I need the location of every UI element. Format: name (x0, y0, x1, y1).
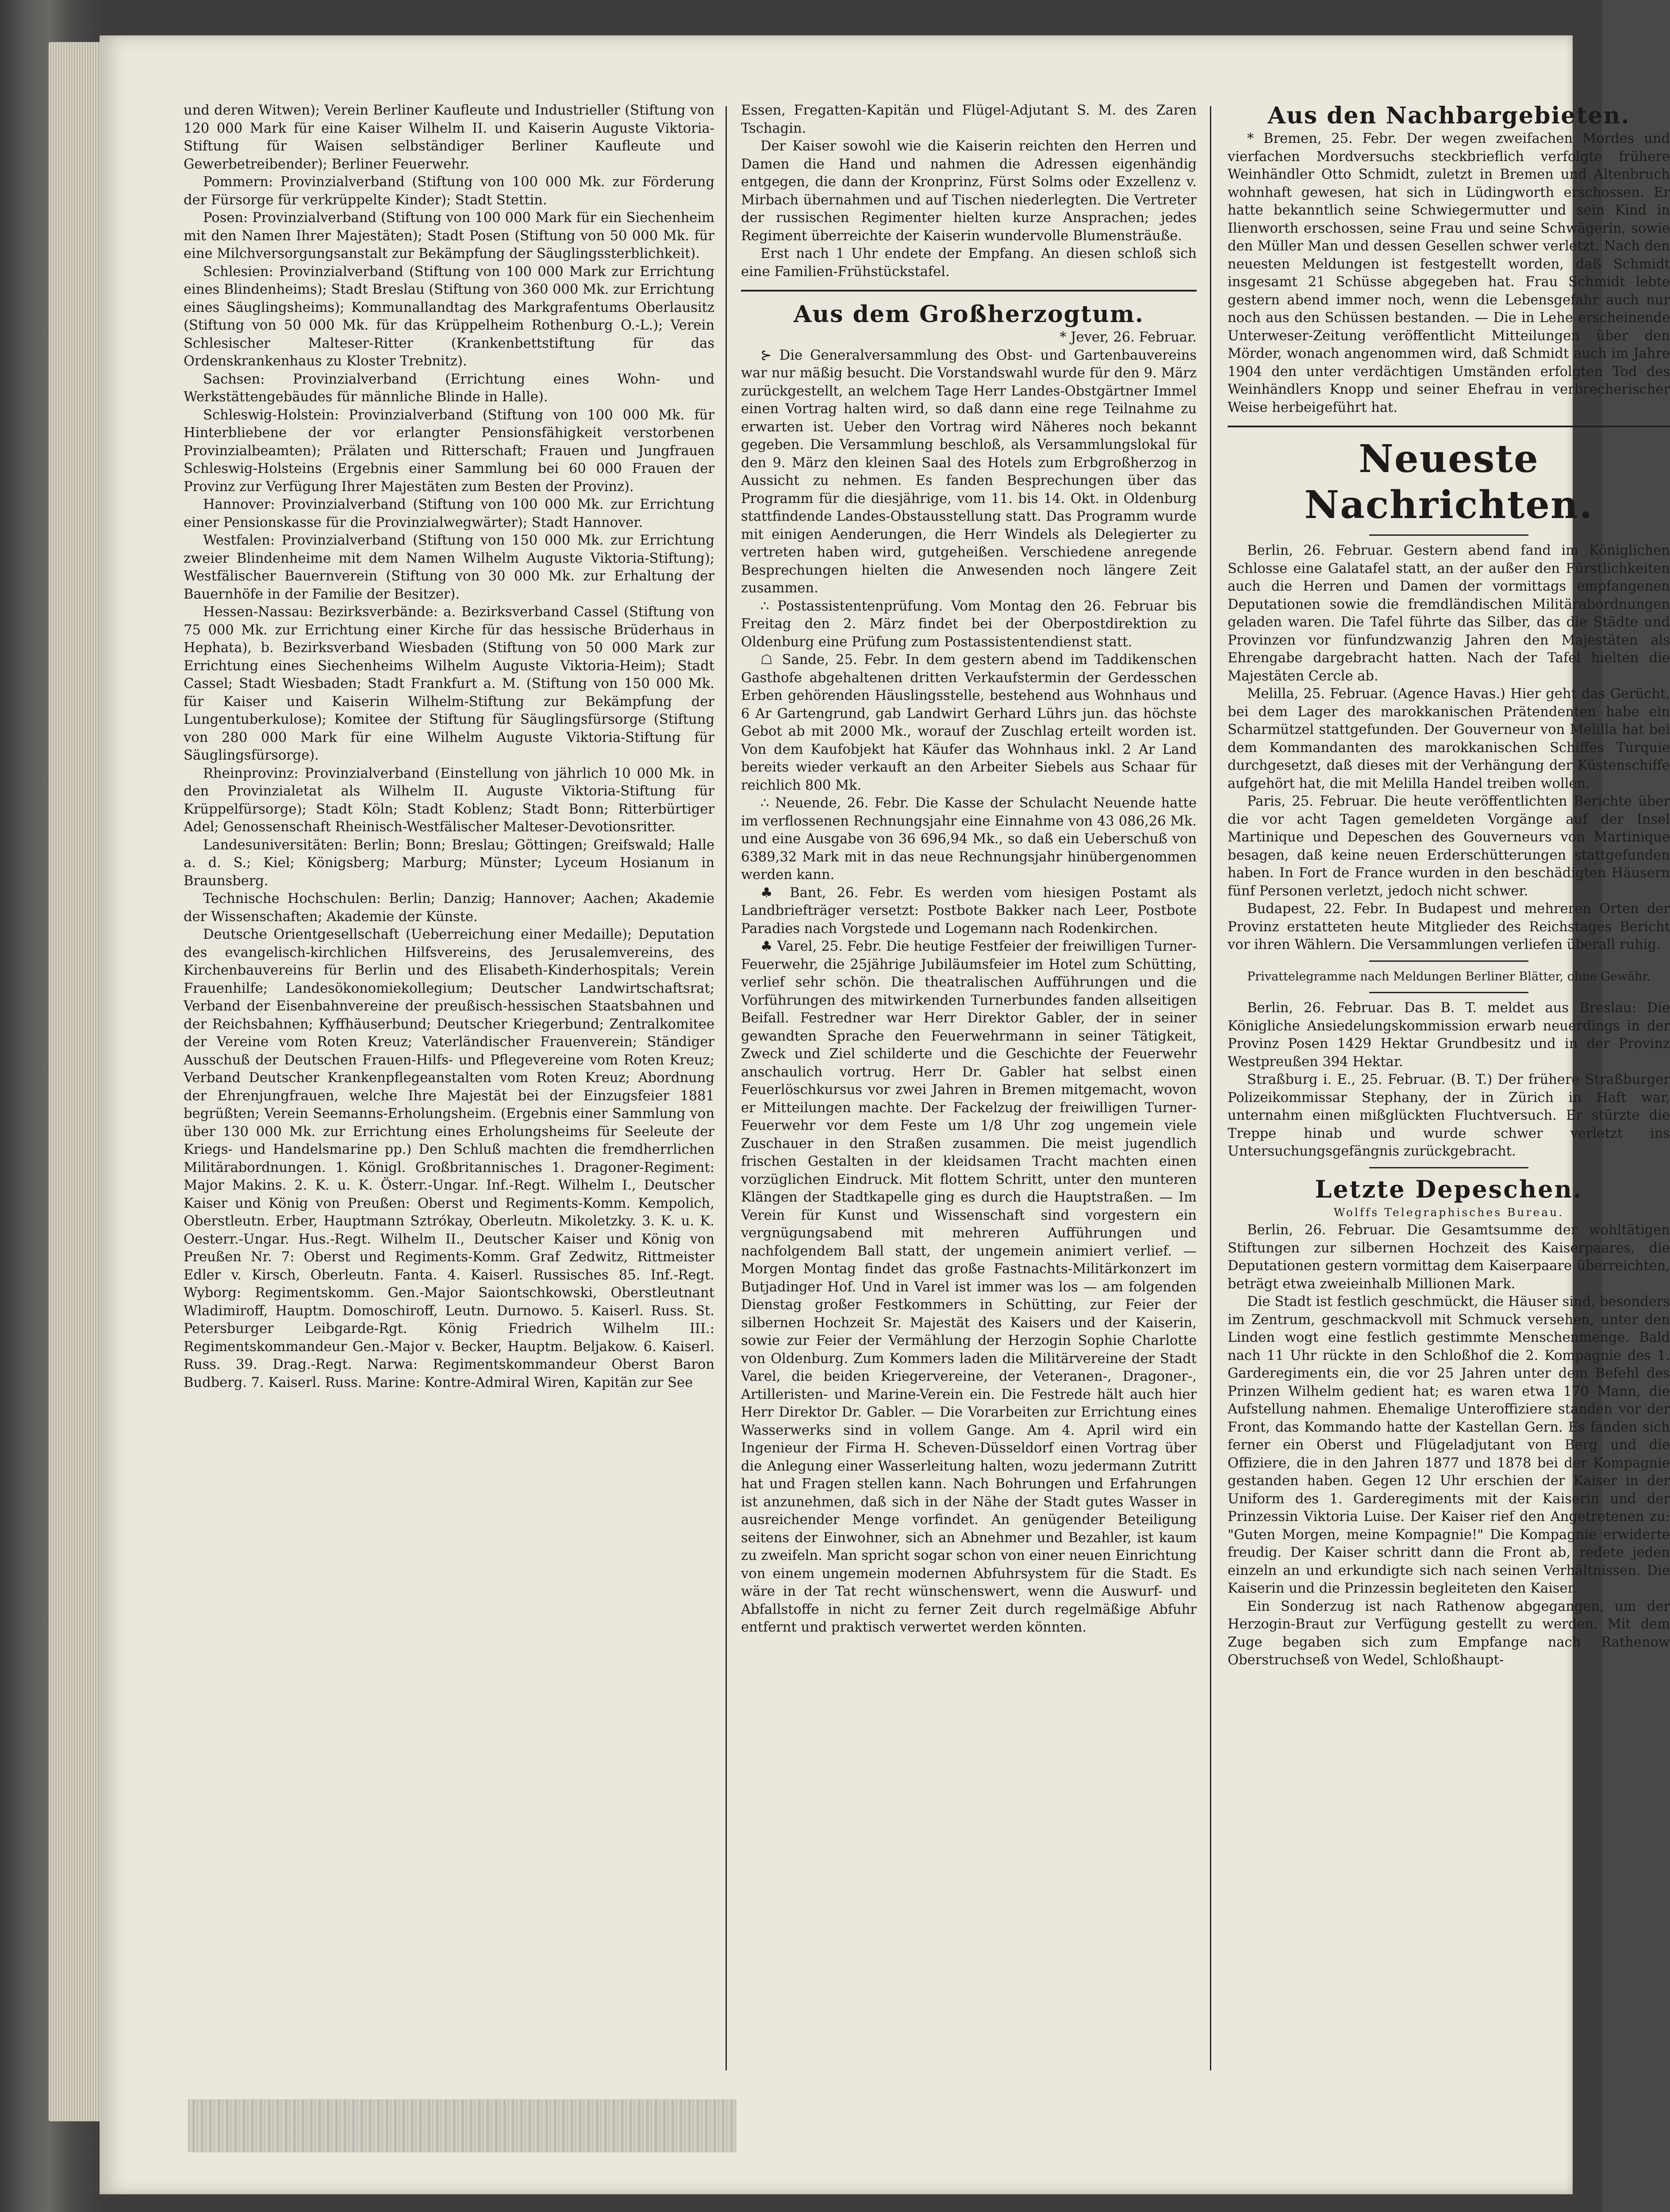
column-divider (726, 106, 727, 2070)
section-subtitle-wolff: Wolffs Telegraphisches Bureau. (1333, 1206, 1564, 1219)
col1-paragraph: Schleswig-Holstein: Provinzialverband (Stiftung von 100 000 Mk. für Hinterbliebene der vor erlangter Pensionsfähigkeit verstorbenen Provinzialbeamten); Prälaten und Ritterschaft; Frauen und Jungfrauen Schleswig-Holsteins (Ergebnis einer Sammlung bei 60 000 Frauen der Provinz zur Verfügung Ihrer Majestäten zum Besten der Provinz). (184, 407, 714, 495)
section-title-letzte-depeschen: Letzte Depeschen. (1315, 1175, 1583, 1203)
column-divider (1210, 106, 1211, 2070)
separator-rule (1369, 992, 1528, 993)
col3-paragraph: Berlin, 26. Februar. Die Gesamtsumme der wohltätigen Stiftungen zur silbernen Hochzeit des Kaiserpaares, die Deputationen gestern vormittag dem Kaiserpaare überreichten, beträgt etwa zweieinhalb Millionen Mark. (1228, 1222, 1670, 1292)
col3-paragraph: Berlin, 26. Februar. Das B. T. meldet aus Breslau: Die Königliche Ansiedelungskommission erwarb neuerdings in der Provinz Posen 1429 Hektar Grundbesitz und in der Provinz Westpreußen 394 Hektar. (1228, 1000, 1670, 1070)
col2-paragraph: ♣ Bant, 26. Febr. Es werden vom hiesigen Postamt als Landbriefträger versetzt: Postbote Bakker nach Leer, Postbote Paradies nach Vorgstede und Logemann nach Rodenkirchen. (741, 885, 1197, 937)
section-rule (1228, 426, 1670, 427)
title-underline (1369, 534, 1528, 536)
col1-paragraph: Technische Hochschulen: Berlin; Danzig; Hannover; Aachen; Akademie der Wissenschaften; Akademie der Künste. (184, 891, 714, 925)
col1-paragraph: Schlesien: Provinzialverband (Stiftung von 100 000 Mark zur Errichtung eines Blindenheims); Stadt Breslau (Stiftung von 360 000 Mk. zur Errichtung eines Säuglingsheims); Kommunallandtag des Markgrafentums Oberlausitz (Stiftung von 50 000 Mk. für das Krüppelheim Rothenburg O.-L.); Verein Schlesischer Malteser-Ritter (Krankenbettstiftung für das Ordenskrankenhaus zu Kloster Trebnitz). (184, 264, 714, 369)
col3-paragraph: Ein Sonderzug ist nach Rathenow abgegangen, um der Herzogin-Braut zur Verfügung gestellt zu werden. Mit dem Zuge begaben sich zum Empfange nach Rathenow Oberstruchseß von Wedel, Schloßhaupt- (1228, 1598, 1670, 1668)
col1-paragraph: Deutsche Orientgesellschaft (Ueberreichung einer Medaille); Deputation des evangelisch-kirchlichen Hilfsvereins, des Jerusalemvereins, des Kirchenbauvereins für Berlin und des Elisabeth-Kinderhospitals; Verein Frauenhilfe; Landesökonomiekollegium; Deutscher Landwirtschaftsrat; Verband der Eisenbahnvereine der preußisch-hessischen Staatsbahnen und der Reichsbahnen; Kyffhäuserbund; Deutscher Kriegerbund; Zentralkomitee der Vereine vom Roten Kreuz; Vaterländischer Frauenverein; Ständiger Ausschuß der Deutschen Frauen-Hilfs- und Pflegevereine vom Roten Kreuz; Verband Deutscher Krankenpflegeanstalten vom Roten Kreuz; Abordnung der Ehrenjungfrauen, welche Ihre Majestät bei der Einzugsfeier 1881 begrüßten; Verein Seemanns-Erholungsheim. (Ergebnis einer Sammlung von über 130 000 Mk. zur Errichtung eines Erholungsheims für Seeleute der Kriegs- und Handelsmarine pp.) Den Schluß machten die fremdherrlichen Militärabordnungen. 1. Königl. Großbritannisches 1. Dragoner-Regiment: Major Makins. 2. K. u. K. Österr.-Ungar. Inf.-Regt. Wilhelm I., Deutscher Kaiser und König von Preußen: Oberst und Regiments-Komm. Kempolich, Oberstleutn. Erber, Hauptmann Sztrókay, Oberleutn. Mikoletzky. 3. K. u. K. Oesterr.-Ungar. Hus.-Regt. Wilhelm II., Deutscher Kaiser und König von Preußen Nr. 7: Oberst und Regiments-Komm. Graf Zedwitz, Rittmeister Edler v. Kirsch, Oberleutn. Fanta. 4. Kaiserl. Russisches 85. Inf.-Regt. Wyborg: Regimentskomm. Gen.-Major Saiontschkowski, Oberstleutnant Wladimiroff, Hauptm. Domoschiroff, Leutn. Durnowo. 5. Kaiserl. Russ. St. Petersburger Leibgarde-Rgt. König Friedrich Wilhelm III.: Regimentskommandeur Gen.-Major v. Becker, Hauptm. Beljakow. 6. Kaiserl. Russ. 39. Drag.-Regt. Narwa: Regimentskommandeur Oberst Baron Budberg. 7. Kaiserl. Russ. Marine: Kontre-Admiral Wiren, Kapitän zur See (184, 927, 714, 1390)
separator-rule (1369, 1167, 1528, 1168)
col1-paragraph: und deren Witwen); Verein Berliner Kaufleute und Industrieller (Stiftung von 120 000 Mark für eine Kaiser Wilhelm II. und Kaiserin Auguste Viktoria-Stiftung für Waisen selbständiger Berliner Kaufleute und Gewerbetreibender); Berliner Feuerwehr. (184, 103, 714, 172)
col3-paragraph: Die Stadt ist festlich geschmückt, die Häuser sind, besonders im Zentrum, geschmackvoll mit Schmuck versehen, unter den Linden wogt eine festlich gestimmte Menschenmenge. Bald nach 11 Uhr rückte in den Schloßhof die 2. Kompagnie des 1. Garderegiments ein, die vor 25 Jahren unter dem Befehl des Prinzen Wilhelm gedient hat; es waren etwa 170 Mann, die Aufstellung nahmen. Ehemalige Unteroffiziere standen vor der Front, das Kommando hatte der Kastellan Gern. Es fanden sich ferner ein Oberst und Flügeladjutant von Berg und die Offiziere, die in den Jahren 1877 und 1878 bei der Kompagnie gestanden haben. Gegen 12 Uhr erschien der Kaiser in der Uniform des 1. Garderegiments mit der Kaiserin und der Prinzessin Viktoria Luise. Der Kaiser rief den Angetretenen zu: "Guten Morgen, meine Kompagnie!" Die Kompagnie erwiderte freudig. Der Kaiser schritt dann die Front ab, redete jeden einzeln an und erkundigte sich nach seinen Verhältnissen. Die Kaiserin und die Prinzessin begleiteten den Kaiser. (1228, 1294, 1670, 1596)
dateline-jever: * Jever, 26. Februar. (1060, 330, 1197, 345)
col3-paragraph: Straßburg i. E., 25. Februar. (B. T.) Der frühere Straßburger Polizeikommissar Stephany, der in Zürich in Haft war, unternahm einen mißglückten Fluchtversuch. Er stürzte die Treppe hinab und wurde schwer verletzt ins Untersuchungsgefängnis zurückgebracht. (1228, 1072, 1670, 1159)
private-telegram-note: Privattelegramme nach Meldungen Berliner Blätter, ohne Gewähr. (1247, 969, 1651, 983)
col2-paragraph: ♣ Varel, 25. Febr. Die heutige Festfeier der freiwilligen Turner-Feuerwehr, die 25jährige Jubiläumsfeier im Hotel zum Schütting, verlief sehr schön. Die theatralischen Aufführungen und die Vorführungen des mitwirkenden Turnerbundes fanden allseitigen Beifall. Festredner war Herr Direktor Gabler, der in seiner gewandten Sprache den Feuerwehrmann in seiner Tätigkeit, Zweck und Ziel schilderte und die Geschichte der Feuerwehr anschaulich vortrug. Herr Dr. Gabler hat selbst einen Feuerlöschkursus vor zwei Jahren in Bremen mitgemacht, wovon er Mitteilungen machte. Der Fackelzug der freiwilligen Turner-Feuerwehr vor dem Feste um 1/8 Uhr zog ungemein viele Zuschauer in den Straßen zusammen. Die meist jugendlich frischen Gestalten in der kleidsamen Tracht machten einen vorzüglichen Eindruck. Mit flottem Schritt, unter den munteren Klängen der Stadtkapelle ging es durch die Hauptstraßen. — Im Verein für Kunst und Wissenschaft sind vorgestern ein vergnügungsabend mit mehreren Aufführungen und nachfolgendem Ball statt, der ungemein animiert verlief. — Morgen Montag findet das große Fastnachts-Militärkonzert im Butjadinger Hof. Und in Varel ist immer was los — am folgenden Dienstag großer Festkommers in Schütting, zur Feier der silbernen Hochzeit Sr. Majestät des Kaisers und der Kaiserin, sowie zur Feier der Vermählung der Herzogin Sophie Charlotte von Oldenburg. Zum Kommers laden die Militärvereine der Stadt Varel, die beiden Kriegervereine, der Veteranen-, Dragoner-, Artilleristen- und Marine-Verein ein. Die Festrede hält auch hier Herr Direktor Dr. Gabler. — Die Vorarbeiten zur Errichtung eines Wasserwerks sind in vollem Gange. Am 4. April wird ein Ingenieur der Firma H. Scheven-Düsseldorf einen Vortrag über die Anlegung einer Wasserleitung halten, wozu jedermann Zutritt hat und Fragen stellen kann. Nach Bohrungen und Erfahrungen ist anzunehmen, daß sich in der Nähe der Stadt gutes Wasser in ausreichender Menge vorfindet. An genügender Beteiligung seitens der Einwohner, sich an Abnehmer und Bezahler, ist kaum zu zweifeln. Man spricht sogar schon von einer neuen Einrichtung von einem ungemein modernen Abfuhrsystem für die Stadt. Es wäre in der Tat recht wünschenswert, wenn die Auswurf- und Abfallstoffe in nicht zu ferner Zeit durch regelmäßige Abfuhr entfernt und praktisch verwertet werden könnten. (741, 939, 1197, 1635)
col2-intro-paragraph: Essen, Fregatten-Kapitän und Flügel-Adjutant S. M. des Zaren Tschagin. (741, 103, 1197, 136)
column-1 (184, 102, 714, 2119)
scan-smudge (188, 2099, 737, 2152)
col3-paragraph: Berlin, 26. Februar. Gestern abend fand im Königlichen Schlosse eine Galatafel statt, an der außer den Fürstlichkeiten auch die Herren und Damen der vormittags empfangenen Deputationen sowie die fremdländischen Militärabordnungen geladen waren. Die Tafel führte das Silber, das die Städte und Provinzen vor fünfundzwanzig Jahren den Majestäten als Ehrengabe dargebracht hatten. Nach der Tafel hielten die Majestäten Cercle ab. (1228, 543, 1670, 684)
section-title-nachbargebiete: Aus den Nachbargebieten. (1267, 102, 1630, 129)
column-3 (1228, 102, 1670, 2119)
col1-paragraph: Posen: Provinzialverband (Stiftung von 100 000 Mark für ein Siechenheim mit den Namen Ihrer Majestäten); Stadt Posen (Stiftung von 50 000 Mk. für eine Milchversorgungsanstalt zur Bekämpfung der Säuglingssterblichkeit). (184, 210, 714, 261)
col3-paragraph: * Bremen, 25. Febr. Der wegen zweifachen Mordes und vierfachen Mordversuchs steckbrieflich verfolgte frühere Weinhändler Otto Schmidt, zuletzt in Bremen und Altenbruch wohnhaft gewesen, hat sich in Lüdingworth erschossen. Er hatte bekanntlich seine Schwiegermutter und sein Kind in Ilienworth erschossen, seine Frau und seine Schwägerin, sowie den Müller Man und dessen Gesellen schwer verletzt. Nach den neuesten Meldungen ist festgestellt worden, daß Schmidt insgesamt 21 Schüsse abgegeben hat. Frau Schmidt lebte gestern abend immer noch, wenn die Lebensgefahr auch nur noch aus den Schüssen bestanden. — Die in Lehe erscheinende Unterweser-Zeitung veröffentlicht Mitteilungen über den Mörder, wonach angenommen wird, daß Schmidt auch im Jahre 1904 den unter verdächtigen Umständen erfolgten Tod des Weinhändlers Knopp und seiner Ehefrau in verbrecherischer Weise herbeigeführt hat. (1228, 131, 1670, 415)
column-2 (741, 102, 1197, 2066)
col1-paragraph: Rheinprovinz: Provinzialverband (Einstellung von jährlich 10 000 Mk. in den Provinzialetat als Wilhelm II. Auguste Viktoria-Stiftung für Krüppelfürsorge); Stadt Köln; Stadt Koblenz; Stadt Bonn; Ritterbürtiger Adel; Genossenschaft Rheinisch-Westfälischer Malteser-Devotionsritter. (184, 765, 714, 835)
col1-paragraph: Hessen-Nassau: Bezirksverbände: a. Bezirksverband Cassel (Stiftung von 75 000 Mk. zur Errichtung einer Kirche für das hessische Brüderhaus in Hephata), b. Bezirksverband Wiesbaden (Stiftung von 50 000 Mark zur Errichtung eines Siechenheims Wilhelm Auguste Viktoria-Heim); Stadt Cassel; Stadt Wiesbaden; Stadt Frankfurt a. M. (Stiftung von 150 000 Mk. für Kaiser und Kaiserin Wilhelm-Stiftung zur Bekämpfung der Lungentuberkulose); Komitee der Stiftung für Säuglingsfürsorge (Stiftung von 280 000 Mark für eine Wilhelm Auguste Viktoria-Stiftung für Säuglingsfürsorge). (184, 604, 714, 763)
col1-paragraph: Westfalen: Provinzialverband (Stiftung von 150 000 Mk. zur Errichtung zweier Blindenheime mit dem Namen Wilhelm Auguste Viktoria-Stiftung); Westfälischer Bauernverein (Stiftung von 30 000 Mk. zur Erhaltung der Bauernhöfe in der Familie der Besitzer). (184, 533, 714, 602)
col3-paragraph: Paris, 25. Februar. Die heute veröffentlichten Berichte über die vor acht Tagen gemeldeten Vorgänge auf der Insel Martinique und Depeschen des Gouverneurs von Martinique besagen, daß keine neuen Erderschütterungen stattgefunden haben. In Fort de France wurden in den beschädigten Häusern fünf Personen verletzt, jedoch nicht schwer. (1228, 794, 1670, 899)
col2-intro-paragraph: Der Kaiser sowohl wie die Kaiserin reichten den Herren und Damen die Hand und nahmen die Adressen eigenhändig entgegen, die dann der Kronprinz, Fürst Solms oder Exzellenz v. Mirbach übernahmen und auf Tischen niederlegten. Die Vertreter der russischen Regimenter hielten kurze Ansprachen; jedes Regiment überreichte der Kaiserin wundervolle Blumensträuße. (741, 138, 1197, 244)
col3-paragraph: Melilla, 25. Februar. (Agence Havas.) Hier geht das Gerücht, bei dem Lager des marokkanischen Prätendenten habe ein Scharmützel stattgefunden. Der Gouverneur von Melilla hat bei dem Kommandanten des marokkanischen Schiffes Turquie durchgesetzt, daß dieses mit der Verhängung der Küstenschiffe aufgehört hat, die mit Melilla Handel treiben wollen. (1228, 686, 1670, 791)
col1-paragraph: Pommern: Provinzialverband (Stiftung von 100 000 Mk. zur Förderung der Fürsorge für verkrüppelte Kinder); Stadt Stettin. (184, 174, 714, 208)
col1-paragraph: Sachsen: Provinzialverband (Errichtung eines Wohn- und Werkstättengebäudes für männliche Blinde in Halle). (184, 371, 714, 405)
separator-rule (1369, 960, 1528, 962)
col2-paragraph: ☖ Sande, 25. Febr. In dem gestern abend im Taddikenschen Gasthofe abgehaltenen dritten Verkaufstermin der Gerdesschen Erben gehörenden Häuslingsstelle, bestehend aus Wohnhaus und 6 Ar Gartengrund, gab Landwirt Gerhard Lührs jun. das höchste Gebot ab mit 2000 Mk., worauf der Zuschlag erteilt worden ist. Von dem Kaufobjekt hat Käufer das Wohnhaus inkl. 2 Ar Land bereits wieder verkauft an den Arbeiter Siebels aus Schaar für reichlich 800 Mk. (741, 652, 1197, 793)
section-rule (741, 290, 1197, 292)
section-title-grossherzogtum: Aus dem Großherzogtum. (794, 301, 1144, 328)
page-stack-edge (49, 42, 102, 2121)
col2-paragraph: ∴ Neuende, 26. Febr. Die Kasse der Schulacht Neuende hatte im verflossenen Rechnungsjahr eine Einnahme von 43 086,26 Mk. und eine Ausgabe von 36 696,94 Mk., so daß ein Ueberschuß von 6389,32 Mark mit in das neue Rechnungsjahr hinübergenommen werden kann. (741, 795, 1197, 883)
col1-paragraph: Hannover: Provinzialverband (Stiftung von 100 000 Mk. zur Errichtung einer Pensionskasse für die Provinzialwegwärter); Stadt Hannover. (184, 497, 714, 530)
col2-paragraph: ∴ Postassistentenprüfung. Vom Montag den 26. Februar bis Freitag den 2. März findet bei der Oberpostdirektion zu Oldenburg eine Prüfung zum Postassistentendienst statt. (741, 598, 1197, 650)
col1-paragraph: Landesuniversitäten: Berlin; Bonn; Breslau; Göttingen; Greifswald; Halle a. d. S.; Kiel; Königsberg; Marburg; Münster; Lyceum Hosianum in Braunsberg. (184, 837, 714, 889)
col3-paragraph: Budapest, 22. Febr. In Budapest und mehreren Orten der Provinz erstatteten heute Mitglieder des Reichstages Bericht vor ihren Wählern. Die Versammlungen verliefen überall ruhig. (1228, 901, 1670, 952)
col2-paragraph: ⊱ Die Generalversammlung des Obst- und Gartenbauvereins war nur mäßig besucht. Die Vorstandswahl wurde für den 9. März zurückgestellt, an welchem Tage Herr Landes-Obstgärtner Immel einen Vortrag halten wird, so daß dann eine rege Teilnahme zu erwarten ist. Ueber den Vortrag wird Näheres noch bekannt gegeben. Die Versammlung beschloß, als Versammlungslokal für den 9. März den kleinen Saal des Hotels zum Erbgroßherzog in Aussicht zu nehmen. Es fanden Besprechungen über das Programm für die diesjährige, vom 11. bis 14. Okt. in Oldenburg stattfindende Landes-Obstausstellung statt. Das Programm wurde mit einigen Aenderungen, die Herr Windels als Delegierter zu vertreten haben wird, gutgeheißen. Verschiedene anregende Besprechungen hielten die Anwesenden noch längere Zeit zusammen. (741, 347, 1197, 596)
section-title-neueste-nachrichten: Neueste Nachrichten. (1304, 437, 1593, 527)
col2-intro-paragraph: Erst nach 1 Uhr endete der Empfang. An diesen schloß sich eine Familien-Frühstückstafel. (741, 246, 1197, 280)
newspaper-page (100, 35, 1670, 2194)
